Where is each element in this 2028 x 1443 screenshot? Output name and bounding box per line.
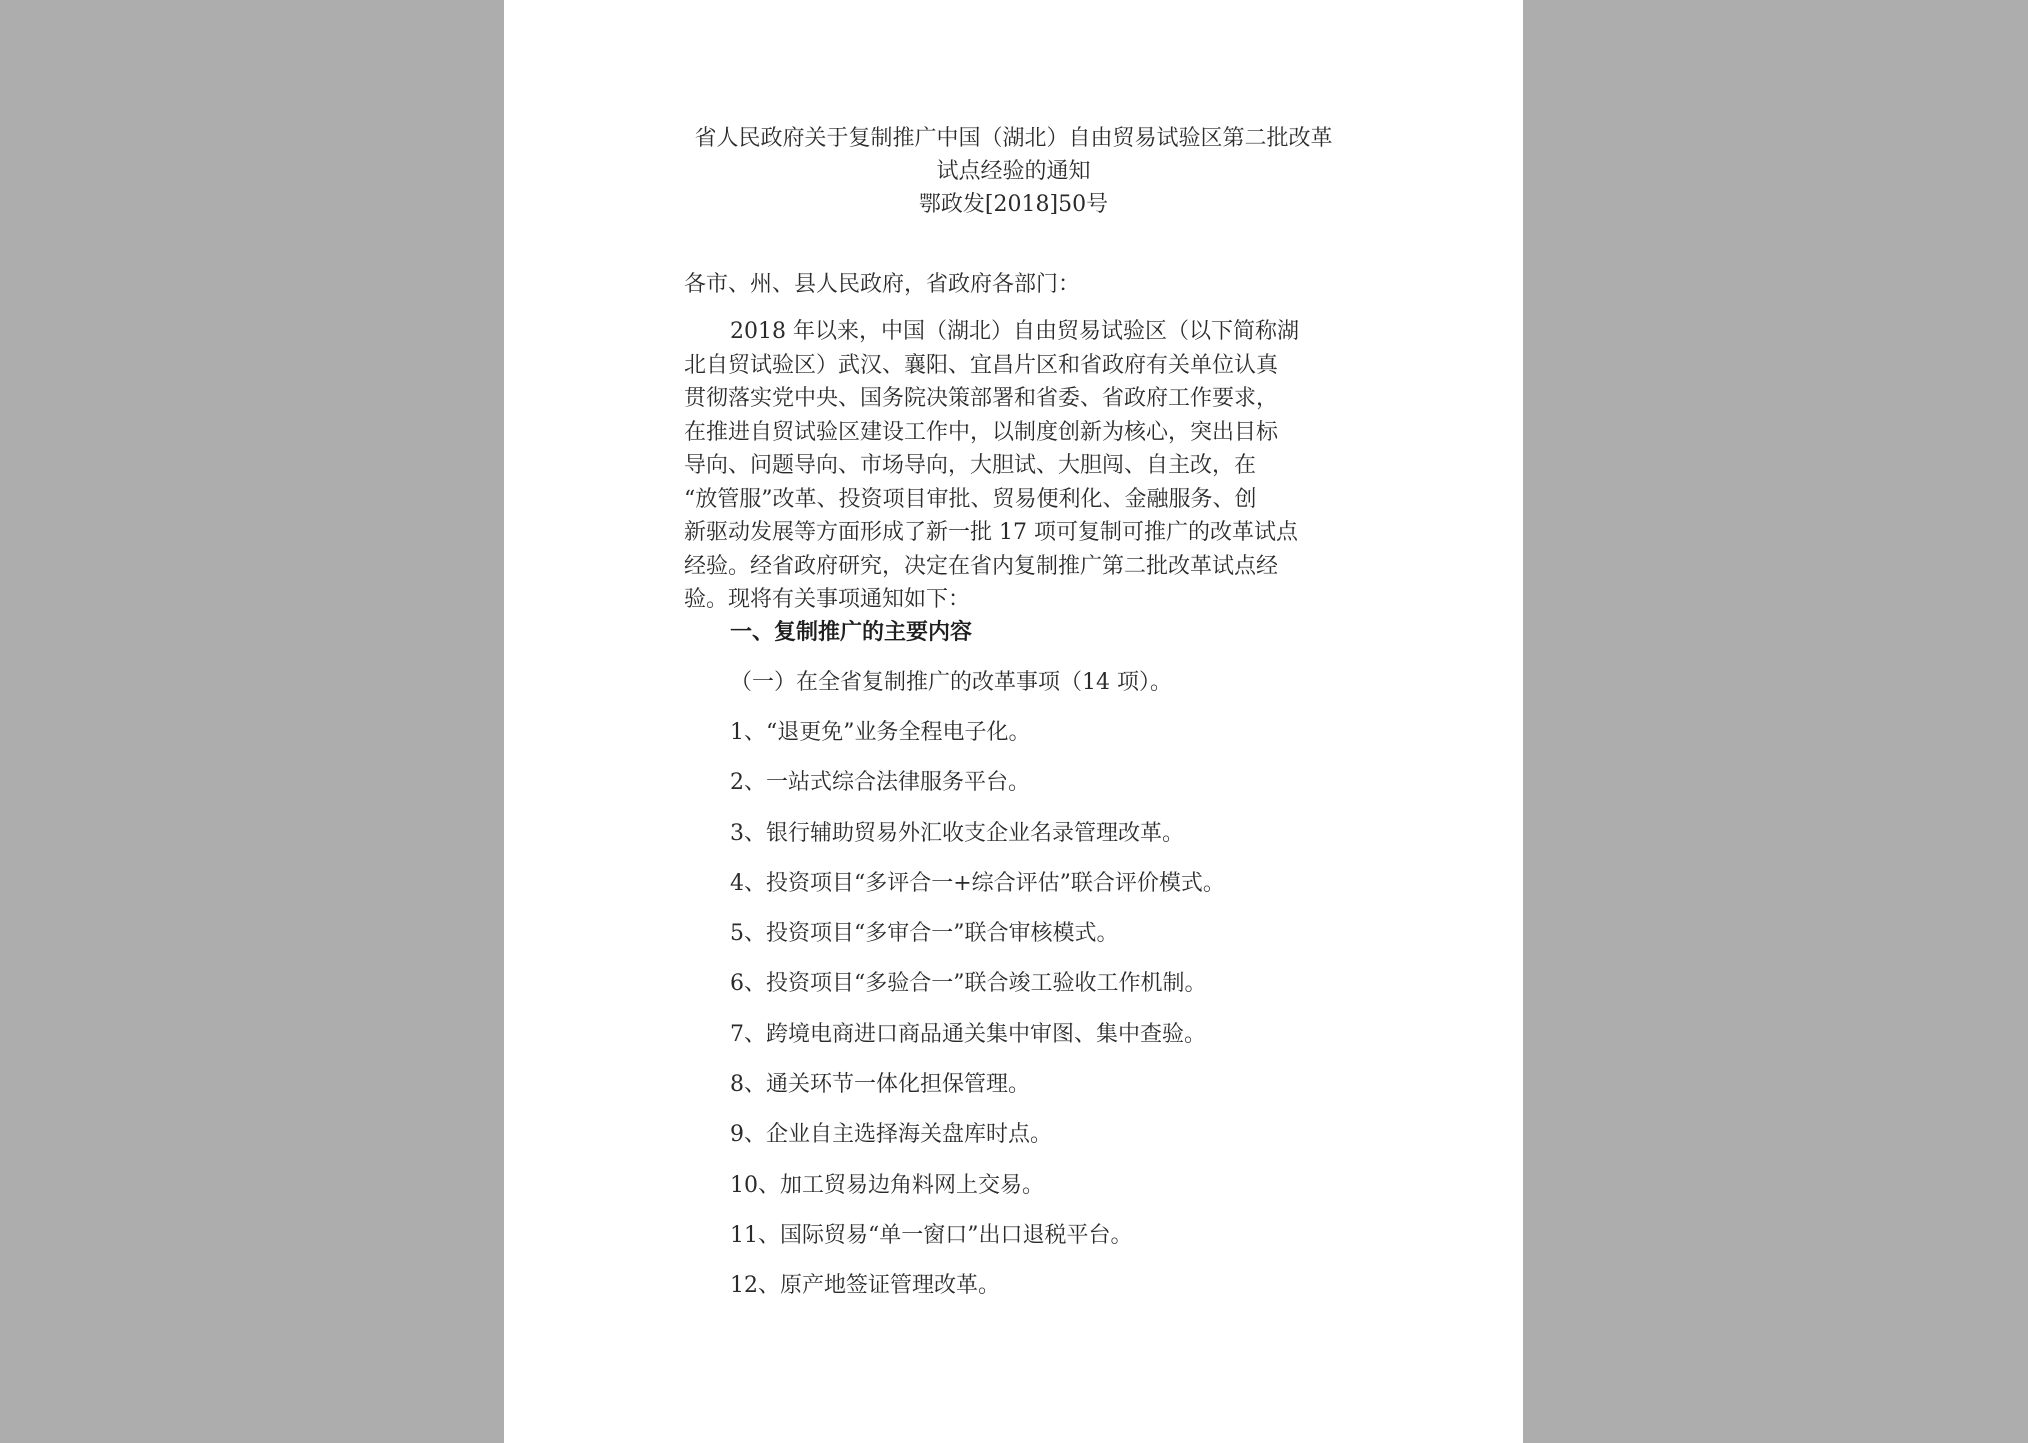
- reform-item-list: [730, 716, 1225, 1320]
- list-item: 1、“退更免”业务全程电子化。: [730, 720, 1031, 745]
- list-item: 12、原产地签证管理改革。: [730, 1273, 1000, 1299]
- paragraph-line: 验。现将有关事项通知如下：: [684, 587, 971, 612]
- list-item: 4、投资项目“多评合一+综合评估”联合评价模式。: [730, 870, 1225, 896]
- list-item: 8、通关环节一体化担保管理。: [730, 1072, 1030, 1098]
- list-item: 9、企业自主选择海关盘库时点。: [730, 1122, 1052, 1148]
- paragraph-line: 新驱动发展等方面形成了新一批 17 项可复制可推广的改革试点: [684, 520, 1298, 545]
- subsection-heading: （一）在全省复制推广的改革事项（14 项）。: [730, 670, 1172, 695]
- document-title: [504, 122, 1523, 221]
- list-item: 10、加工贸易边角料网上交易。: [730, 1172, 1044, 1198]
- list-item: 5、投资项目“多审合一”联合审核模式。: [730, 921, 1119, 947]
- list-item: 2、一站式综合法律服务平台。: [730, 770, 1030, 796]
- document-page: [504, 0, 1523, 1443]
- paragraph-line: 经验。经省政府研究，决定在省内复制推广第二批改革试点经: [684, 553, 1279, 579]
- title-line: 省人民政府关于复制推广中国（湖北）自由贸易试验区第二批改革: [694, 126, 1333, 151]
- title-line: 试点经验的通知: [936, 159, 1091, 184]
- list-item: 3、银行辅助贸易外汇收支企业名录管理改革。: [730, 820, 1184, 846]
- paragraph-line: 北自贸试验区）武汉、襄阳、宜昌片区和省政府有关单位认真: [684, 352, 1279, 378]
- paragraph-line: 2018 年以来，中国（湖北）自由贸易试验区（以下简称湖: [730, 319, 1299, 344]
- section-heading: 一、复制推广的主要内容: [730, 619, 973, 645]
- document-number: 鄂政发[2018]50号: [918, 192, 1109, 217]
- list-item: 7、跨境电商进口商品通关集中审图、集中查验。: [730, 1021, 1206, 1047]
- salutation: 各市、州、县人民政府，省政府各部门：: [684, 272, 1081, 297]
- list-item: 6、投资项目“多验合一”联合竣工验收工作机制。: [730, 971, 1207, 997]
- body-paragraph: [684, 315, 1384, 617]
- paragraph-line: “放管服”改革、投资项目审批、贸易便利化、金融服务、创: [684, 486, 1257, 512]
- paragraph-line: 贯彻落实党中央、国务院决策部署和省委、省政府工作要求，: [684, 386, 1279, 411]
- paragraph-line: 导向、问题导向、市场导向，大胆试、大胆闯、自主改，在: [684, 453, 1257, 478]
- list-item: 11、国际贸易“单一窗口”出口退税平台。: [730, 1222, 1133, 1248]
- paragraph-line: 在推进自贸试验区建设工作中，以制度创新为核心，突出目标: [684, 419, 1279, 445]
